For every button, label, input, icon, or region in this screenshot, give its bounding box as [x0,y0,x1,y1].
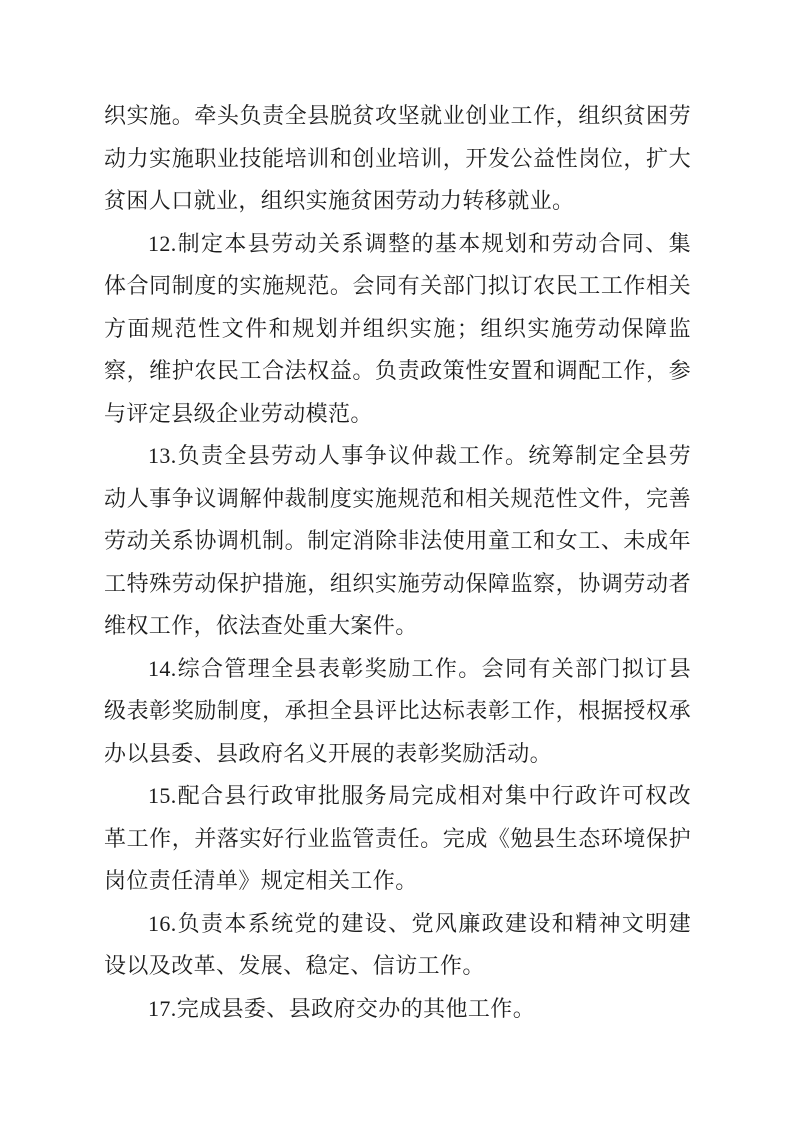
paragraph-item-13: 13.负责全县劳动人事争议仲裁工作。统筹制定全县劳动人事争议调解仲裁制度实施规范和相关规范性文件，完善劳动关系协调机制。制定消除非法使用童工和女工、未成年工特殊劳动保护措施，组织实施劳动保障监察，协调劳动者维权工作，依法查处重大案件。 [104,443,691,638]
paragraph-item-16: 16.负责本系统党的建设、党风廉政建设和精神文明建设以及改革、发展、稳定、信访工作。 [104,910,691,978]
paragraph-item-12: 12.制定本县劳动关系调整的基本规划和劳动合同、集体合同制度的实施规范。会同有关部门拟订农民工工作相关方面规范性文件和规划并组织实施；组织实施劳动保障监察，维护农民工合法权益。负责政策性安置和调配工作，参与评定县级企业劳动模范。 [104,230,691,426]
document-body [104,95,691,1030]
paragraph-item-15: 15.配合县行政审批服务局完成相对集中行政许可权改革工作，并落实好行业监管责任。完成《勉县生态环境保护岗位责任清单》规定相关工作。 [104,783,691,893]
paragraph-item-17: 17.完成县委、县政府交办的其他工作。 [148,995,536,1021]
paragraph-item-14: 14.综合管理全县表彰奖励工作。会同有关部门拟订县级表彰奖励制度，承担全县评比达标表彰工作，根据授权承办以县委、县政府名义开展的表彰奖励活动。 [104,655,691,766]
paragraph-continuation: 织实施。牵头负责全县脱贫攻坚就业创业工作，组织贫困劳动力实施职业技能培训和创业培训，开发公益性岗位，扩大贫困人口就业，组织实施贫困劳动力转移就业。 [104,103,691,213]
